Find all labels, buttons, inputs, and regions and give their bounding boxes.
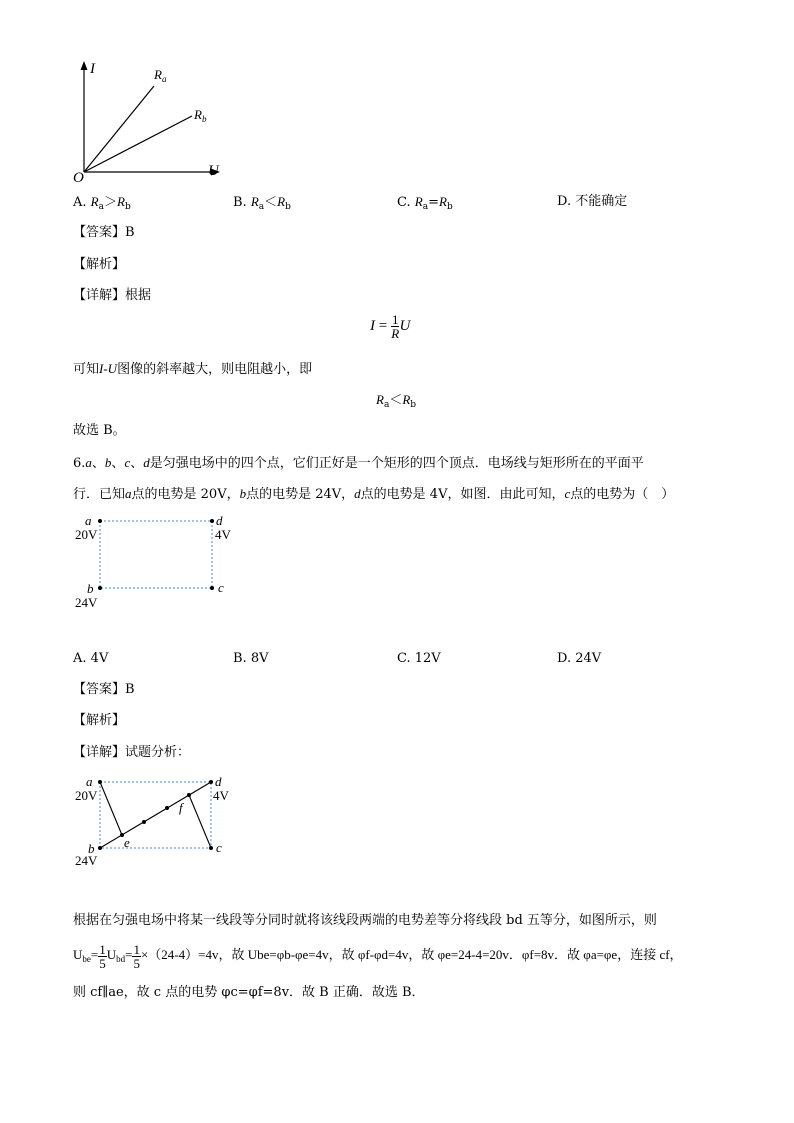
line-b-label: $R_b$ bbox=[194, 107, 207, 124]
q6-stem-line1: 6.a、b、c、d是匀强电场中的四个点，它们正好是一个矩形的四个顶点．电场线与矩形所在的平面平 bbox=[73, 455, 644, 471]
line-a-label: $R_a$ bbox=[154, 67, 167, 84]
q5-line2: 可知I-U图像的斜率越大，则电阻越小，即 bbox=[73, 361, 313, 377]
q5-analysis-tag: 【解析】 bbox=[73, 257, 126, 272]
fig1-d-label: d bbox=[216, 513, 223, 528]
q5-formula: I = $\frac{1}{R}$ U bbox=[370, 312, 411, 342]
q6-option-b: B. 8V bbox=[233, 651, 269, 666]
fig1-c-label: c bbox=[218, 580, 224, 595]
fig2-b-value: 24V bbox=[75, 853, 98, 868]
q6-option-d: D. 24V bbox=[557, 651, 602, 666]
fig2-d-value: 4V bbox=[213, 788, 229, 803]
fig2-c-label: c bbox=[216, 840, 222, 855]
q6-detail: 【详解】试题分析： bbox=[73, 745, 191, 760]
q5-option-d: D. 不能确定 bbox=[557, 194, 628, 209]
q6-answer: 【答案】B bbox=[73, 682, 135, 697]
q5-option-b: B. $R_a<R_b$ bbox=[233, 194, 291, 212]
q6-explain-line3: 则 cf∥ae，故 c 点的电势 φc=φf=8v．故 B 正确．故选 B． bbox=[73, 985, 425, 1000]
fig1-d-value: 4V bbox=[215, 527, 231, 542]
fig2-e-label: e bbox=[124, 835, 130, 850]
fig1-a-label: a bbox=[85, 513, 92, 528]
fig1-b-value: 24V bbox=[75, 595, 98, 610]
q6-analysis-tag: 【解析】 bbox=[73, 713, 126, 728]
fig1-b-label: b bbox=[87, 581, 94, 596]
origin-label: O bbox=[73, 170, 84, 186]
q5-option-c: C. $R_a=R_b$ bbox=[397, 194, 453, 212]
fig2-f-label: f bbox=[179, 800, 183, 815]
y-axis-label: I bbox=[90, 61, 95, 77]
q6-option-a: A. 4V bbox=[73, 651, 109, 666]
fig2-d-label: d bbox=[215, 774, 222, 789]
q5-detail: 【详解】根据 bbox=[73, 288, 152, 303]
q6-explain-line1: 根据在匀强电场中将某一线段等分同时就将该线段两端的电势差等分将线段 bd 五等分，如图所示，则 bbox=[73, 913, 657, 928]
q5-option-a: A. $R_a>R_b$ bbox=[73, 194, 131, 212]
q6-stem-line2: 行．已知a点的电势是 20V，b点的电势是 24V，d点的电势是 4V，如图．由此可知，c点的电势为（ ） bbox=[73, 486, 675, 502]
fig2-b-label: b bbox=[88, 841, 95, 856]
q6-option-c: C. 12V bbox=[397, 651, 441, 666]
q5-result: $R_a<R_b$ bbox=[376, 392, 417, 410]
q6-explain-line2: $U_{be}=$ $\frac{1}{5}$ $U_{bd}=$ $\frac{1}{5}$ ×（24-4）=4v，故 Ube=φb-φe=4v，故 φf-φd=4v，故 φe=24-4=20v．φf=8v．故 φa=φe，连接 cf， bbox=[73, 941, 683, 971]
fig1-a-value: 20V bbox=[75, 527, 98, 542]
fig2-a-label: a bbox=[86, 774, 93, 789]
q5-answer: 【答案】B bbox=[73, 225, 135, 240]
x-axis-label: U bbox=[208, 163, 219, 179]
q5-conclusion: 故选 B。 bbox=[73, 423, 126, 438]
fig2-a-value: 20V bbox=[75, 788, 98, 803]
